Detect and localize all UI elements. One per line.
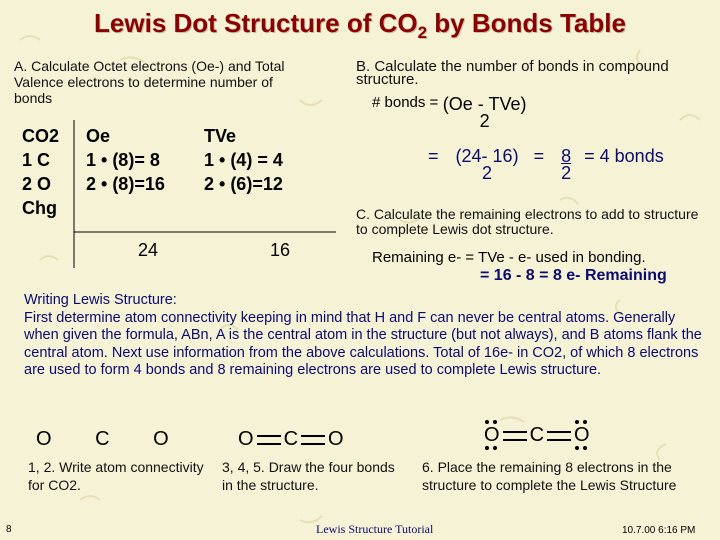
electron-dot bbox=[485, 420, 489, 424]
cell-2o: 2 O bbox=[22, 174, 52, 194]
electron-dot bbox=[493, 446, 497, 450]
step2-structure bbox=[238, 428, 344, 451]
atom-o-left: O bbox=[238, 428, 254, 450]
formula-label: # bonds = bbox=[372, 94, 439, 111]
writing-section bbox=[24, 292, 710, 380]
section-a-text: A. Calculate Octet electrons (Oe-) and Total Valence electrons to determine number of bonds bbox=[14, 58, 285, 106]
atom-o-right: O bbox=[574, 424, 590, 446]
total-oe: 24 bbox=[138, 240, 159, 260]
step3-caption: 6. Place the remaining 8 electrons in the structure to complete the Lewis Structure bbox=[422, 459, 677, 493]
header-oe: Oe bbox=[86, 126, 111, 146]
cell-chg: Chg bbox=[22, 198, 57, 218]
calc-denominator: 2 bbox=[482, 163, 493, 183]
calc-numerator: (24- 16) bbox=[455, 146, 519, 166]
cell-oe-o: 2 • (8)=16 bbox=[86, 174, 165, 194]
total-tve: 16 bbox=[270, 240, 291, 260]
col-formula bbox=[22, 124, 59, 220]
electron-dot bbox=[583, 420, 587, 424]
step3-structure bbox=[484, 424, 590, 447]
calc-eight bbox=[561, 146, 571, 184]
footer-title: Lewis Structure Tutorial bbox=[316, 522, 434, 536]
atom-o-left-with-lone-pairs bbox=[484, 424, 500, 447]
page-number: 8 bbox=[6, 524, 12, 535]
cell-tve-c: 1 • (4) = 4 bbox=[204, 150, 283, 170]
atom-o-left: O bbox=[484, 424, 500, 446]
header-tve: TVe bbox=[204, 126, 237, 146]
calc-result: = 4 bonds bbox=[584, 146, 664, 166]
formula-fraction bbox=[443, 94, 527, 132]
calc-eight-den: 2 bbox=[561, 163, 572, 183]
step1-atoms bbox=[36, 428, 169, 451]
double-bond-right bbox=[301, 435, 325, 445]
calc-fraction bbox=[456, 146, 519, 184]
footer-date: 10.7.00 6:16 PM bbox=[622, 525, 696, 536]
cell-tve-o: 2 • (6)=12 bbox=[204, 174, 283, 194]
double-bond-right bbox=[547, 431, 571, 441]
atom-c: C bbox=[95, 428, 110, 450]
page-title bbox=[0, 8, 720, 43]
bonds-calculation bbox=[428, 146, 664, 184]
bonds-formula bbox=[372, 94, 526, 132]
calc-eight-num: 8 bbox=[561, 146, 572, 166]
formula-numerator: (Oe - TVe) bbox=[442, 94, 527, 114]
atom-o-right: O bbox=[153, 428, 169, 450]
remaining-line-2: = 16 - 8 = 8 e- Remaining bbox=[480, 267, 667, 284]
atom-c: C bbox=[283, 428, 299, 450]
cell-co2: CO2 bbox=[22, 126, 60, 146]
writing-heading: Writing Lewis Structure: bbox=[24, 292, 177, 308]
section-b-heading: B. Calculate the number of bonds in compound structure. bbox=[356, 58, 669, 88]
step2-caption: 3, 4, 5. Draw the four bonds in the structure. bbox=[222, 459, 395, 493]
title-sub: 2 bbox=[417, 23, 428, 43]
bonds-table bbox=[16, 120, 338, 268]
calc-equals: = bbox=[428, 146, 439, 166]
calc-equals-2: = bbox=[533, 146, 545, 166]
title-rest: by Bonds Table bbox=[427, 8, 626, 38]
electron-dot bbox=[583, 446, 587, 450]
col-tve bbox=[204, 124, 283, 196]
formula-denominator: 2 bbox=[479, 111, 490, 131]
title-main: Lewis Dot Structure of CO bbox=[94, 8, 418, 38]
atom-o-left: O bbox=[36, 428, 52, 450]
cell-1c: 1 C bbox=[22, 150, 51, 170]
electron-dot bbox=[493, 420, 497, 424]
step1-caption: 1, 2. Write atom connectivity for CO2. bbox=[28, 459, 204, 493]
section-c-heading: C. Calculate the remaining electrons to add to structure to complete Lewis dot structure. bbox=[356, 206, 699, 237]
double-bond-left bbox=[503, 431, 527, 441]
col-oe bbox=[86, 124, 165, 196]
atom-o-right-with-lone-pairs bbox=[574, 424, 590, 447]
electron-dot bbox=[575, 420, 579, 424]
electron-dot bbox=[485, 446, 489, 450]
cell-oe-c: 1 • (8)= 8 bbox=[86, 150, 160, 170]
double-bond-left bbox=[257, 435, 281, 445]
atom-c: C bbox=[529, 424, 545, 446]
electron-dot bbox=[575, 446, 579, 450]
atom-o-right: O bbox=[328, 428, 344, 450]
remaining-line-1: Remaining e- = TVe - e- used in bonding. bbox=[372, 249, 646, 266]
writing-body: First determine atom connectivity keeping in mind that H and F can never be central atoms. Generally when given the formula, ABn, A is the central atom in the structure (but not always), and B atoms flank the central atom. Next use information from the above calculations. Total of 16e- in CO2, of which 8 electrons are used to form 4 bonds and 8 remaining electrons are used to complete Lewis structure. bbox=[24, 309, 702, 378]
